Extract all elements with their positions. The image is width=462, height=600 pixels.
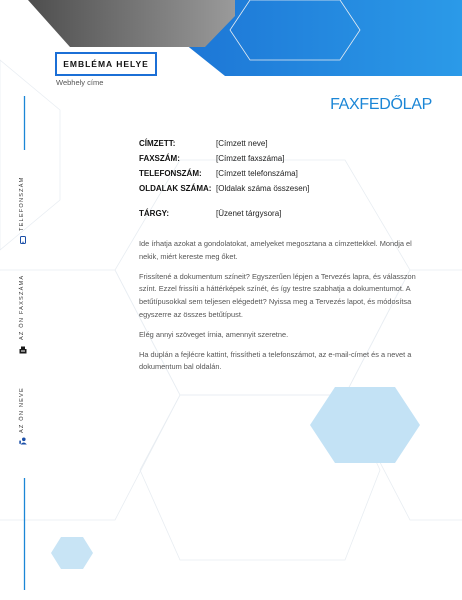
body-paragraph[interactable]: Elég annyi szöveget írnia, amennyit szeretne. [139, 329, 289, 339]
sidebar-item-fax [19, 274, 29, 360]
web-address: Webhely címe [56, 78, 104, 87]
page-title: FAXFEDŐLAP [330, 96, 432, 113]
field-label: FAXSZÁM: [139, 154, 180, 163]
sidebar-label-name: AZ ÖN NEVE [19, 387, 25, 433]
body-paragraph[interactable]: Ide írhatja azokat a gondolatokat, amelyeket megosztana a címzettekkel. Mondja el nekik, miért kereste meg őket. [139, 239, 412, 261]
header-gray-band [28, 0, 235, 47]
field-label: CÍMZETT: [139, 139, 176, 148]
sidebar-label-fax: AZ ÖN FAXSZÁMA [19, 274, 25, 340]
person-icon [19, 437, 27, 445]
sidebar-item-name [19, 387, 29, 445]
field-value[interactable]: [Címzett neve] [216, 139, 268, 148]
message-body [139, 238, 429, 381]
field-value[interactable]: [Üzenet tárgysora] [216, 209, 282, 218]
field-label: TELEFONSZÁM: [139, 169, 202, 178]
field-label: OLDALAK SZÁMA: [139, 184, 212, 193]
sidebar-item-phone [19, 176, 29, 246]
field-value[interactable]: [Címzett telefonszáma] [216, 169, 298, 178]
large-blue-hexagon [310, 387, 420, 463]
field-label: TÁRGY: [139, 209, 170, 218]
body-paragraph[interactable]: Frissítené a dokumentum színeit? Egyszerűen lépjen a Tervezés lapra, és válasszon színt. Ezzel frissíti a háttérképek színét, és így testre szabhatja a dokumentumot. A betűtípusokkal sem teljesen elégedett? Nyissa meg a Tervezés lapot, és módosítsa egyszerre az összes betűtípust. [139, 271, 416, 319]
body-paragraph[interactable]: Ha duplán a fejlécre kattint, frissítheti a telefonszámot, az e-mail-címet és a nevet a dokumentum bal oldalán. [139, 349, 412, 372]
logo-placeholder: EMBLÉMA HELYE [55, 52, 157, 76]
small-blue-hexagon [51, 537, 93, 569]
field-value[interactable]: [Oldalak száma összesen] [216, 184, 310, 193]
field-value[interactable]: [Címzett faxszáma] [216, 154, 285, 163]
phone-icon [19, 236, 27, 244]
sidebar-label-phone: TELEFONSZÁM [19, 176, 25, 231]
fax-icon [19, 346, 27, 354]
